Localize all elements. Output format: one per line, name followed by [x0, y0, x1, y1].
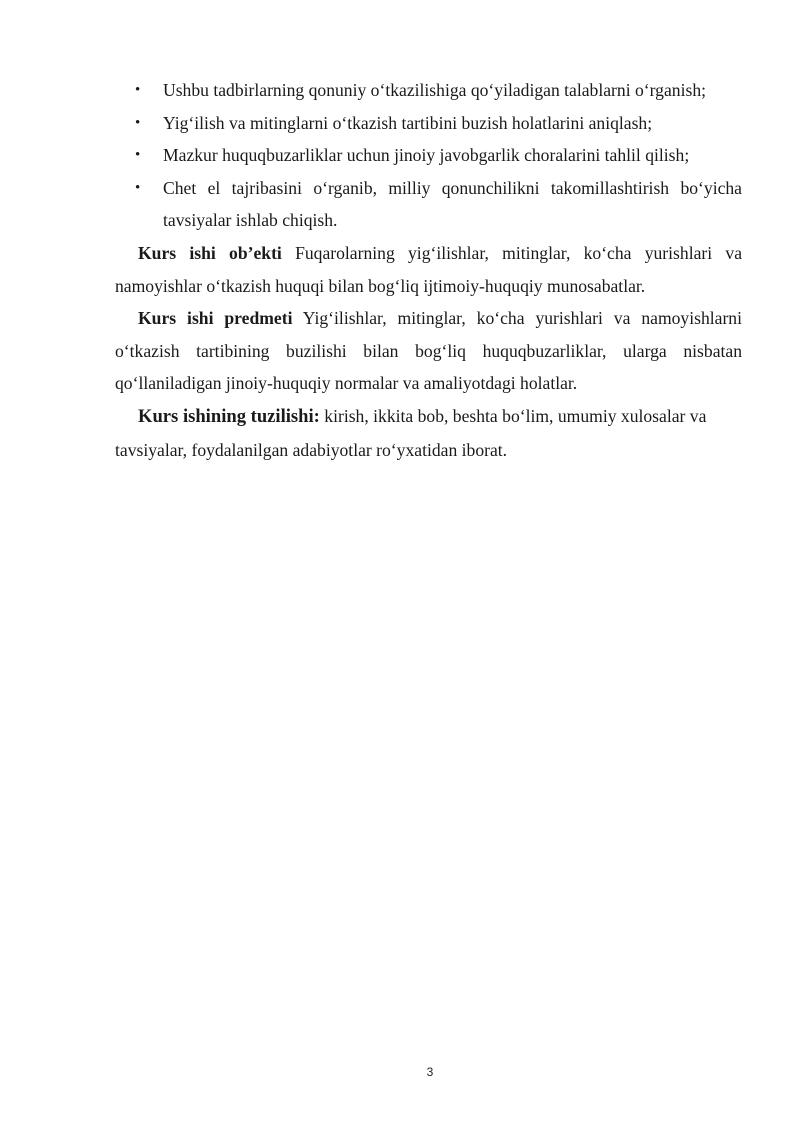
bullet-icon: • — [135, 147, 141, 164]
page-content — [115, 74, 742, 466]
structure-heading: Kurs ishining tuzilishi: — [138, 405, 320, 427]
list-item-text: Mazkur huquqbuzarliklar uchun jinoiy javobgarlik choralarini tahlil qilish; — [163, 145, 690, 166]
list-item — [115, 107, 742, 140]
objectives-list — [115, 74, 742, 237]
subject-heading: Kurs ishi predmeti — [138, 308, 293, 329]
list-item-text: Chet el tajribasini o‘rganib, milliy qonunchilikni takomillashtirish bo‘yicha tavsiyalar ishlab chiqish. — [163, 177, 742, 231]
list-item — [115, 74, 742, 107]
bullet-icon: • — [135, 179, 141, 196]
page-number: 3 — [426, 1065, 434, 1079]
structure-paragraph — [115, 400, 742, 466]
list-item-text: Yig‘ilish va mitinglarni o‘tkazish tartibini buzish holatlarini aniqlash; — [163, 112, 653, 133]
bullet-icon: • — [135, 114, 141, 131]
object-heading: Kurs ishi ob’ekti — [138, 242, 282, 263]
list-item-text: Ushbu tadbirlarning qonuniy o‘tkazilishiga qo‘yiladigan talablarni o‘rganish; — [163, 80, 707, 100]
bullet-icon: • — [135, 82, 141, 98]
object-text: Fuqarolarning yig‘ilishlar, mitinglar, ko‘cha yurishlari va namoyishlar o‘tkazish huquqi bilan bog‘liq ijtimoiy-huquqiy munosabatlar. — [115, 242, 742, 296]
subject-paragraph — [115, 302, 742, 400]
list-item — [115, 172, 742, 237]
structure-text: kirish, ikkita bob, beshta bo‘lim, umumiy xulosalar va tavsiyalar, foydalanilgan adabiyotlar ro‘yxatidan iborat. — [115, 405, 707, 460]
object-paragraph — [115, 237, 742, 302]
subject-text: Yig‘ilishlar, mitinglar, ko‘cha yurishlari va namoyishlarni o‘tkazish tartibining buzilishi bilan bog‘liq huquqbuzarliklar, ularga nisbatan qo‘llaniladigan jinoiy-huquqiy normalar va amaliyotdagi holatlar. — [115, 308, 742, 394]
list-item — [115, 139, 742, 172]
